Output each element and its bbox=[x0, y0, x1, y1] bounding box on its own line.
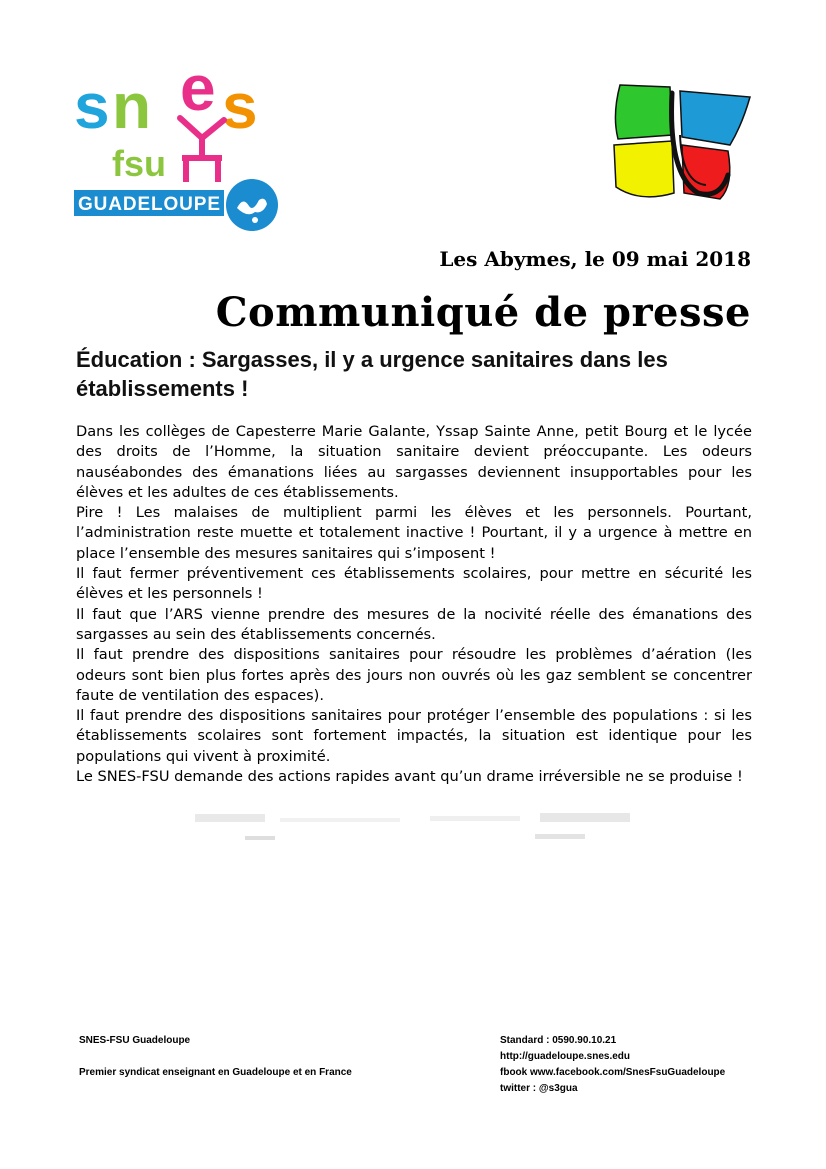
body-paragraph: Il faut fermer préventivement ces établissements scolaires, pour mettre en sécurité les élèves et les personnels ! bbox=[76, 565, 752, 603]
body-paragraph: Le SNES-FSU demande des actions rapides avant qu’un drame irréversible ne se produise ! bbox=[76, 768, 743, 786]
press-release-body bbox=[76, 422, 752, 787]
footer-twitter-link[interactable]: twitter : @s3gua bbox=[500, 1083, 578, 1094]
svg-text:n: n bbox=[112, 70, 152, 142]
body-paragraph: Il faut prendre des dispositions sanitaires pour protéger l’ensemble des populations : si les établissements scolaires sont fortement impactés, la situation est identique pour les populations qui vivent à proximité. bbox=[76, 707, 752, 765]
svg-text:s: s bbox=[222, 70, 258, 142]
footer-org: SNES-FSU Guadeloupe bbox=[79, 1035, 191, 1046]
footer-tagline: Premier syndicat enseignant en Guadeloupe et en France bbox=[79, 1067, 352, 1078]
footer-website-link[interactable]: http://guadeloupe.snes.edu bbox=[500, 1051, 631, 1062]
footer-left bbox=[79, 1033, 352, 1081]
body-paragraph: Dans les collèges de Capesterre Marie Galante, Yssap Sainte Anne, petit Bourg et le lycée des droits de l’Homme, la situation sanitaire devient préoccupante. Les odeurs nauséabondes des émanations liées au sargasses deviennent insupportables pour les élèves et les adultes de ces établissements. bbox=[76, 423, 752, 501]
page-title: Communiqué de presse bbox=[215, 289, 751, 336]
footer-facebook-link[interactable]: fbook www.facebook.com/SnesFsuGuadeloupe bbox=[500, 1067, 726, 1078]
faded-scan-artifact bbox=[190, 808, 640, 848]
svg-text:s: s bbox=[74, 70, 110, 142]
svg-text:GUADELOUPE: GUADELOUPE bbox=[78, 194, 220, 215]
guadeloupe-splash-logo bbox=[610, 75, 755, 215]
footer-phone: Standard : 0590.90.10.21 bbox=[500, 1035, 617, 1046]
press-release-date: Les Abymes, le 09 mai 2018 bbox=[439, 247, 751, 271]
svg-text:e: e bbox=[180, 58, 216, 124]
body-paragraph: Pire ! Les malaises de multiplient parmi les élèves et les personnels. Pourtant, l’administration reste muette et totalement inactive ! Pourtant, il y a urgence à mettre en place l’ensemble des mesures sanitaires qui s’imposent ! bbox=[76, 504, 752, 562]
body-paragraph: Il faut que l’ARS vienne prendre des mesures de la nocivité réelle des émanations des sargasses au sein des établissements concernés. bbox=[76, 605, 752, 643]
footer-right bbox=[500, 1033, 725, 1097]
body-paragraph: Il faut prendre des dispositions sanitaires pour résoudre les problèmes d’aération (les odeurs sont bien plus fortes après des jours non ouvrés où les gaz semblent se concentrer faute de ventilation des espaces). bbox=[76, 646, 752, 704]
subtitle: Éducation : Sargasses, il y a urgence sanitaires dans les établissements ! bbox=[76, 347, 668, 401]
snes-fsu-guadeloupe-logo bbox=[72, 58, 282, 233]
svg-text:fsu: fsu bbox=[112, 143, 166, 184]
